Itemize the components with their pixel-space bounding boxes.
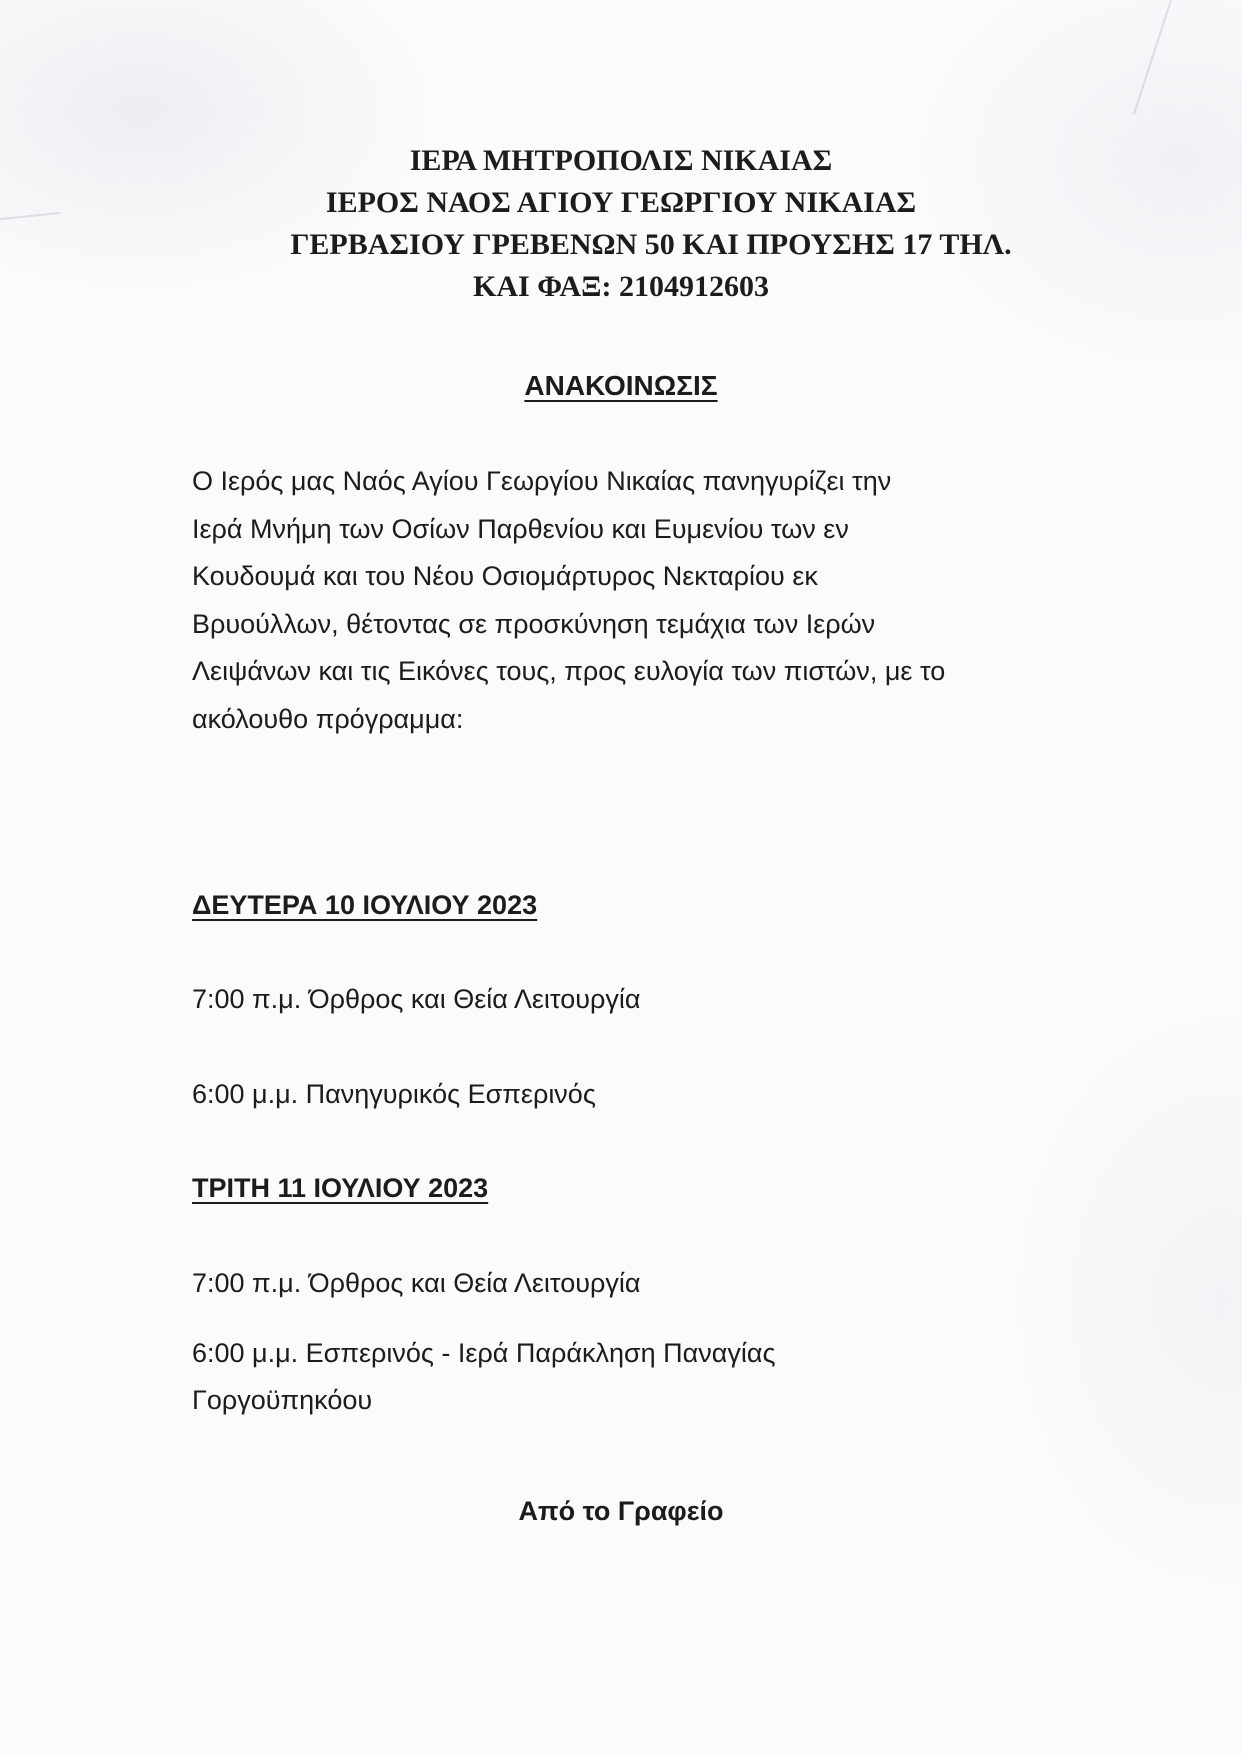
schedule-item: Γοργοϋπηκόου (192, 1385, 373, 1415)
letterhead-line: ΙΕΡΑ ΜΗΤΡΟΠΟΛΙΣ ΝΙΚΑΙΑΣ (409, 144, 833, 177)
letterhead (0, 140, 1242, 308)
schedule-day-heading: ΔΕΥΤΕΡΑ 10 ΙΟΥΛΙΟΥ 2023 (192, 890, 538, 920)
intro-line: Βρυούλλων, θέτοντας σε προσκύνηση τεμάχια των Ιερών (192, 608, 876, 639)
letterhead-phone: ΚΑΙ ΦΑΞ: 2104912603 (473, 270, 769, 303)
schedule-item: 6:00 μ.μ. Εσπερινός - Ιερά Παράκληση Παναγίας (192, 1338, 776, 1368)
intro-line: Ο Ιερός μας Ναός Αγίου Γεωργίου Νικαίας πανηγυρίζει την (192, 466, 892, 496)
letterhead-line: ΙΕΡΟΣ ΝΑΟΣ ΑΓΙΟΥ ΓΕΩΡΓΙΟΥ ΝΙΚΑΙΑΣ (325, 186, 917, 219)
intro-line: Λειψάνων και τις Εικόνες τους, προς ευλογία των πιστών, με το (192, 656, 946, 686)
schedule-day-heading: ΤΡΙΤΗ 11 ΙΟΥΛΙΟΥ 2023 (192, 1173, 489, 1203)
schedule-item: 6:00 μ.μ. Πανηγυρικός Εσπερινός (192, 1079, 596, 1109)
schedule-item: 7:00 π.μ. Όρθρος και Θεία Λειτουργία (192, 984, 641, 1014)
intro-line: Ιερά Μνήμη των Οσίων Παρθενίου και Ευμενίου των εν (192, 513, 849, 544)
announcement-title: ΑΝΑΚΟΙΝΩΣΙΣ (524, 370, 718, 401)
intro-line: Κουδουμά και του Νέου Οσιομάρτυρος Νεκταρίου εκ (192, 561, 818, 591)
schedule-item: 7:00 π.μ. Όρθρος και Θεία Λειτουργία (192, 1268, 641, 1298)
paper-crease (1133, 0, 1172, 115)
letterhead-address: ΓΕΡΒΑΣΙΟΥ ΓΡΕΒΕΝΩΝ 50 ΚΑΙ ΠΡΟΥΣΗΣ 17 ΤΗΛ. (290, 228, 1012, 261)
intro-paragraph (192, 458, 1092, 743)
signature: Από το Γραφείο (518, 1496, 724, 1526)
intro-line: ακόλουθο πρόγραμμα: (192, 703, 464, 734)
